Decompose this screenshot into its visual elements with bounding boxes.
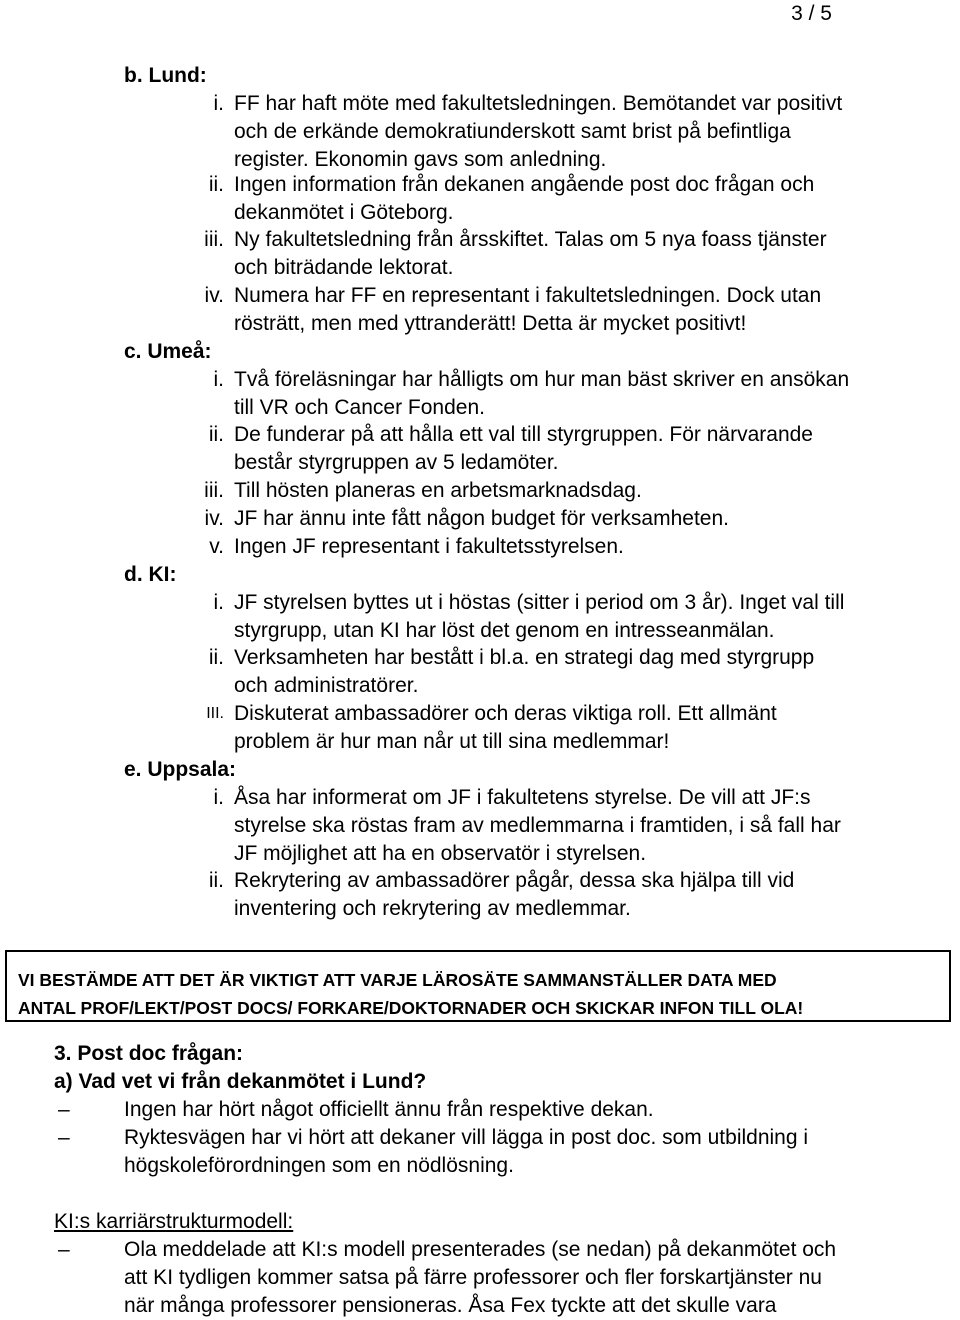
item-number: iv. <box>204 284 224 307</box>
item-number: i. <box>213 92 224 115</box>
bullet-item: Ryktesvägen har vi hört att dekaner vill lägga in post doc. som utbildning i högskoleförordningen som en nödlösning. <box>124 1126 809 1177</box>
ki-model-heading: KI:s karriärstrukturmodell: <box>54 1210 294 1233</box>
dash-bullet-icon: – <box>58 1098 70 1121</box>
dash-bullet-icon: – <box>58 1238 70 1261</box>
bullet-item: Ola meddelade att KI:s modell presenterades (se nedan) på dekanmötet och att KI tydligen kommer satsa på färre professorer och fler forskartjänster nu när många professorer pensioneras. Åsa Fex tyckte att det skulle vara <box>124 1238 837 1317</box>
list-item: Rekrytering av ambassadörer pågår, dessa ska hjälpa till vid inventering och rekrytering av medlemmar. <box>234 869 795 920</box>
item-number: i. <box>213 368 224 391</box>
dash-bullet-icon: – <box>58 1126 70 1149</box>
list-item: Två föreläsningar har hålligts om hur man bäst skriver en ansökan till VR och Cancer Fonden. <box>234 368 850 419</box>
item-number: ii. <box>208 423 224 446</box>
list-item: JF har ännu inte fått någon budget för verksamheten. <box>234 507 729 530</box>
page-number: 3 / 5 <box>791 2 832 25</box>
section-heading-lund: b. Lund: <box>124 64 207 87</box>
item-number: i. <box>213 591 224 614</box>
item-number: ii. <box>208 869 224 892</box>
bullet-item: Ingen har hört något officiellt ännu från respektive dekan. <box>124 1098 654 1121</box>
section-heading-umea: c. Umeå: <box>124 340 212 363</box>
notice-line: VI BESTÄMDE ATT DET ÄR VIKTIGT ATT VARJE LÄROSÄTE SAMMANSTÄLLER DATA MED <box>18 970 777 990</box>
section-heading-uppsala: e. Uppsala: <box>124 758 237 781</box>
section-3-heading: 3. Post doc frågan: <box>54 1042 244 1065</box>
list-item: Till hösten planeras en arbetsmarknadsdag. <box>234 479 642 502</box>
list-item: FF har haft möte med fakultetsledningen. Bemötandet var positivt och de erkände demokratiunderskott samt brist på befintliga register. Ekonomin gavs som anledning. <box>234 92 843 171</box>
section-3-subheading: a) Vad vet vi från dekanmötet i Lund? <box>54 1070 427 1093</box>
section-heading-ki: d. KI: <box>124 563 177 586</box>
list-item: Åsa har informerat om JF i fakultetens styrelse. De vill att JF:s styrelse ska röstas fram av medlemmarna i framtiden, i så fall har JF möjlighet att ha en observatör i styrelsen. <box>234 786 841 865</box>
list-item: Numera har FF en representant i fakultetsledningen. Dock utan rösträtt, men med yttranderätt! Detta är mycket positivt! <box>234 284 822 335</box>
list-item: Verksamheten har bestått i bl.a. en strategi dag med styrgrupp och administratörer. <box>234 646 815 697</box>
list-item: Ingen JF representant i fakultetsstyrelsen. <box>234 535 624 558</box>
list-item: JF styrelsen byttes ut i höstas (sitter i period om 3 år). Inget val till styrgrupp, utan KI har löst det genom en intresseanmälan. <box>234 591 845 642</box>
list-item: De funderar på att hålla ett val till styrgruppen. För närvarande består styrgruppen av 5 ledamöter. <box>234 423 813 474</box>
item-number: ii. <box>208 173 224 196</box>
item-number: iii. <box>204 228 224 251</box>
notice-line: ANTAL PROF/LEKT/POST DOCS/ FORKARE/DOKTORNADER OCH SKICKAR INFON TILL OLA! <box>18 998 804 1018</box>
item-number: iii. <box>204 479 224 502</box>
item-number: v. <box>209 535 224 558</box>
list-item: Diskuterat ambassadörer och deras viktiga roll. Ett allmänt problem är hur man når ut till sina medlemmar! <box>234 702 777 753</box>
item-number: iv. <box>204 507 224 530</box>
list-item: Ingen information från dekanen angående post doc frågan och dekanmötet i Göteborg. <box>234 173 815 224</box>
decision-notice-box <box>5 950 951 1022</box>
list-item: Ny fakultetsledning från årsskiftet. Talas om 5 nya foass tjänster och biträdande lektorat. <box>234 228 827 279</box>
item-number: III. <box>206 705 224 722</box>
item-number: ii. <box>208 646 224 669</box>
item-number: i. <box>213 786 224 809</box>
